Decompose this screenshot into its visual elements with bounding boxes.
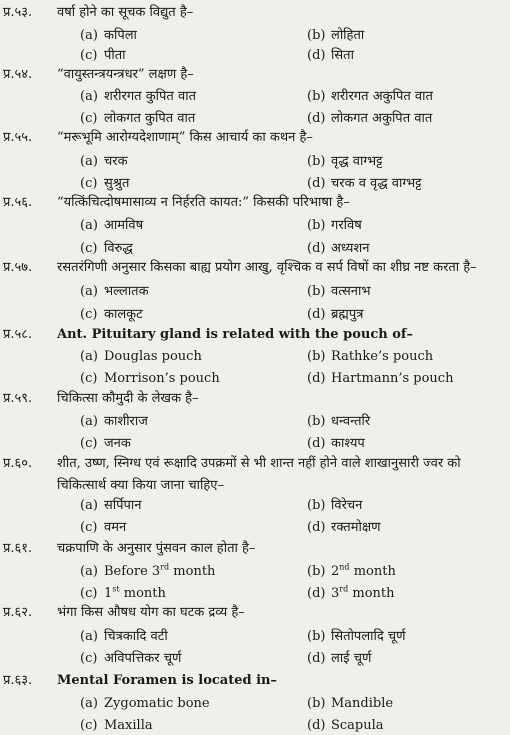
option-text: Maxilla: [104, 718, 153, 733]
option-label: (d): [307, 111, 326, 126]
option-c: [80, 370, 220, 388]
option-text: वमन: [104, 520, 127, 535]
question-text: “यत्किंचित्दोषमासाव्य न निर्हरति कायत:” किसकी परिभाषा है–: [57, 195, 350, 210]
option-a: [80, 628, 168, 646]
question-text: भंगा किस औषध योग का घटक द्रव्य है–: [57, 605, 245, 620]
question-number: प्र.६०.: [3, 456, 33, 471]
option-label: (c): [80, 176, 98, 191]
question-number: प्र.६१.: [3, 541, 33, 556]
option-text: Before 3rd month: [104, 562, 216, 579]
option-text: विरेचन: [331, 498, 363, 513]
option-d: [307, 175, 422, 193]
option-label: (a): [80, 629, 98, 644]
option-text: जनक: [104, 436, 131, 451]
option-a: [80, 88, 196, 106]
option-label: (a): [80, 28, 98, 43]
option-label: (c): [80, 307, 98, 322]
option-d: [307, 519, 381, 537]
option-text: ब्रह्मपुत्र: [331, 307, 364, 322]
option-text: काश्यप: [331, 436, 365, 451]
option-label: (a): [80, 284, 98, 299]
option-text: Hartmann’s pouch: [331, 371, 454, 386]
option-d: [307, 650, 371, 668]
option-label: (a): [80, 696, 98, 711]
option-b: [307, 88, 433, 106]
question-number: प्र.५९.: [3, 391, 33, 406]
option-label: (b): [307, 349, 326, 364]
option-text: Rathke’s pouch: [331, 349, 434, 364]
option-d: [307, 240, 369, 258]
option-label: (c): [80, 111, 98, 126]
option-label: (d): [307, 48, 326, 63]
option-label: (b): [307, 218, 326, 233]
option-label: (d): [307, 718, 326, 733]
option-label: (a): [80, 218, 98, 233]
option-d: [307, 306, 363, 324]
option-text: गरविष: [331, 218, 362, 233]
option-a: [80, 27, 137, 45]
option-d: [307, 370, 453, 388]
option-text: शरीरगत कुपित वात: [104, 89, 196, 104]
option-text: वत्सनाभ: [331, 284, 371, 299]
question-number: प्र.५४.: [3, 67, 33, 82]
option-label: (d): [307, 651, 326, 666]
option-text: 2nd month: [331, 562, 396, 579]
option-text: 1st month: [104, 584, 166, 601]
option-text: लोहिता: [331, 28, 365, 43]
option-label: (a): [80, 498, 98, 513]
option-label: (c): [80, 241, 98, 256]
question-number: प्र.५८.: [3, 327, 33, 342]
option-label: (c): [80, 48, 98, 63]
option-text: Mandible: [331, 696, 394, 711]
question-text: शीत, उष्ण, स्निग्ध एवं रूक्षादि उपक्रमों से भी शान्त नहीं होने वाले शाखानुसारी ज्वर को चिकित्सार्थ क्या किया जाना चाहिए–: [57, 456, 461, 493]
option-c: [80, 519, 126, 537]
option-text: 3rd month: [331, 584, 395, 601]
option-text: लोकगत अकुपित वात: [331, 111, 433, 126]
option-label: (b): [307, 284, 326, 299]
option-a: [80, 283, 149, 301]
option-label: (a): [80, 154, 98, 169]
option-text: भल्लातक: [104, 284, 149, 299]
option-label: (d): [307, 307, 326, 322]
option-text: रक्तमोक्षण: [331, 520, 381, 535]
option-label: (d): [307, 520, 326, 535]
option-text: सितोपलादि चूर्ण: [331, 629, 406, 644]
option-b: [307, 413, 370, 431]
option-text: चरक: [104, 154, 128, 169]
option-b: [307, 563, 396, 581]
option-text: लाई चूर्ण: [331, 651, 372, 666]
question-text: “मरूभूमि आरोग्यदेशाणाम्” किस आचार्य का कथन है–: [57, 130, 313, 145]
option-a: [80, 695, 210, 713]
option-label: (c): [80, 718, 98, 733]
option-b: [307, 153, 383, 171]
option-label: (b): [307, 154, 326, 169]
option-label: (c): [80, 586, 98, 601]
option-label: (b): [307, 28, 326, 43]
question-text: रसतरंगिणी अनुसार किसका बाह्य प्रयोग आखु, वृश्चिक व सर्प विषों का शीघ्र नष्ट करता है–: [57, 260, 477, 275]
option-text: सिता: [331, 48, 354, 63]
option-label: (d): [307, 371, 326, 386]
option-c: [80, 650, 181, 668]
option-c: [80, 175, 129, 193]
option-a: [80, 217, 143, 235]
option-text: अध्यशन: [331, 241, 370, 256]
option-c: [80, 110, 195, 128]
option-label: (a): [80, 349, 98, 364]
option-b: [307, 283, 370, 301]
question-text: “वायुस्तन्त्रयन्त्रधर” लक्षण है–: [57, 67, 194, 82]
option-a: [80, 348, 202, 366]
option-c: [80, 240, 133, 258]
option-label: (b): [307, 414, 326, 429]
question-text: Mental Foramen is located in–: [57, 673, 277, 688]
option-c: [80, 717, 153, 735]
option-d: [307, 585, 395, 603]
option-a: [80, 153, 128, 171]
option-text: काशीराज: [104, 414, 148, 429]
option-c: [80, 306, 143, 324]
option-label: (b): [307, 629, 326, 644]
option-label: (c): [80, 651, 98, 666]
option-label: (d): [307, 176, 326, 191]
option-text: कपिला: [104, 28, 137, 43]
option-b: [307, 348, 433, 366]
option-text: विरुद्ध: [104, 241, 133, 256]
question-number: प्र.५६.: [3, 195, 33, 210]
question-number: प्र.५५.: [3, 130, 33, 145]
option-text: Douglas pouch: [104, 349, 202, 364]
option-d: [307, 435, 365, 453]
option-a: [80, 563, 215, 581]
option-label: (b): [307, 696, 326, 711]
option-a: [80, 497, 142, 515]
option-text: अविपत्तिकर चूर्ण: [104, 651, 182, 666]
option-text: पीता: [104, 48, 126, 63]
option-c: [80, 47, 126, 65]
question-number: प्र.५३.: [3, 5, 33, 20]
option-text: Morrison’s pouch: [104, 371, 220, 386]
question-text: Ant. Pituitary gland is related with the pouch of–: [57, 327, 413, 342]
option-text: शरीरगत अकुपित वात: [331, 89, 433, 104]
option-d: [307, 717, 384, 735]
option-text: चरक व वृद्ध वाग्भट्ट: [331, 176, 422, 191]
option-text: आमविष: [104, 218, 144, 233]
option-b: [307, 217, 362, 235]
question-text: चक्रपाणि के अनुसार पुंसवन काल होता है–: [57, 541, 256, 556]
option-label: (a): [80, 414, 98, 429]
option-label: (b): [307, 89, 326, 104]
question-number: प्र.५७.: [3, 260, 33, 275]
option-text: चित्रकादि वटी: [104, 629, 168, 644]
option-label: (c): [80, 520, 98, 535]
option-b: [307, 497, 362, 515]
option-text: सर्पिपान: [104, 498, 142, 513]
option-label: (d): [307, 436, 326, 451]
option-label: (a): [80, 564, 98, 579]
option-c: [80, 585, 166, 603]
option-b: [307, 695, 393, 713]
option-b: [307, 628, 406, 646]
option-text: लोकगत कुपित वात: [104, 111, 196, 126]
option-d: [307, 110, 432, 128]
question-number: प्र.६२.: [3, 605, 33, 620]
option-label: (c): [80, 436, 98, 451]
option-label: (d): [307, 241, 326, 256]
option-text: Scapula: [331, 718, 384, 733]
option-b: [307, 27, 364, 45]
option-text: सुश्रुत: [104, 176, 130, 191]
option-label: (d): [307, 586, 326, 601]
question-text: चिकित्सा कौमुदी के लेखक है–: [57, 391, 199, 406]
option-label: (a): [80, 89, 98, 104]
question-number: प्र.६३.: [3, 673, 33, 688]
question-text: वर्षा होने का सूचक विद्युत है–: [57, 5, 194, 20]
option-text: धन्वन्तरि: [331, 414, 371, 429]
option-text: कालकूट: [104, 307, 143, 322]
option-label: (c): [80, 371, 98, 386]
option-c: [80, 435, 131, 453]
option-label: (b): [307, 498, 326, 513]
option-text: Zygomatic bone: [104, 696, 210, 711]
option-d: [307, 47, 354, 65]
option-label: (b): [307, 564, 326, 579]
option-text: वृद्ध वाग्भट्ट: [331, 154, 383, 169]
option-a: [80, 413, 148, 431]
